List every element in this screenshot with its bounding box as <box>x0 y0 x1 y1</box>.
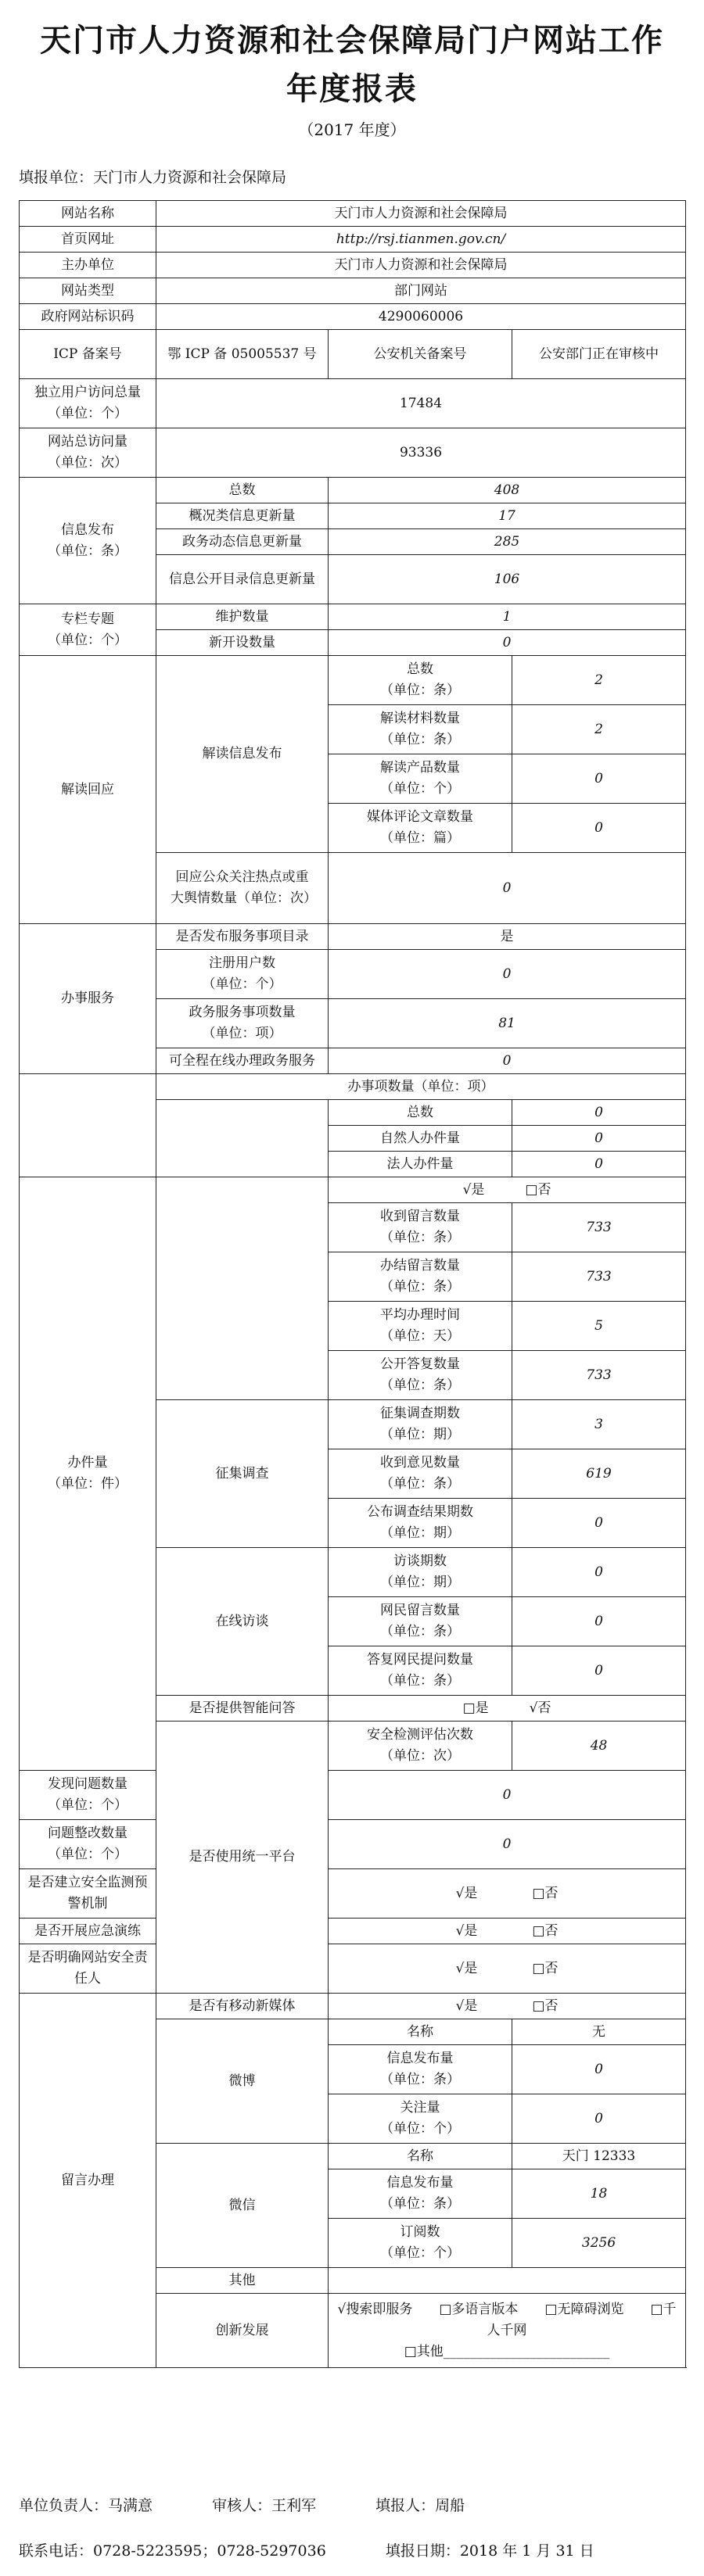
check-no[interactable]: √否 <box>529 1700 551 1716</box>
label: 名称 <box>329 2019 512 2045</box>
check-no[interactable]: □否 <box>525 1181 551 1198</box>
value: 733 <box>512 1203 686 1252</box>
row-site-type <box>20 278 686 304</box>
fill-date: 填报日期：2018 年 1 月 31 日 <box>385 2542 594 2560</box>
label: 网民留言数量 （单位：条） <box>329 1597 512 1646</box>
value: 公安部门正在审核中 <box>512 330 686 379</box>
value <box>329 2268 686 2294</box>
section-interp: 解读回应 <box>20 656 156 924</box>
label: 政务动态信息更新量 <box>156 529 329 555</box>
section-volume: 办件量 （单位：件） <box>20 1177 156 1771</box>
report-title-line-1: 天门市人力资源和社会保障局门户网站工作 <box>40 23 664 59</box>
label: 是否开展应急演练 <box>20 1919 156 1944</box>
label: 收到留言数量 （单位：条） <box>329 1203 512 1252</box>
footer-signatures <box>19 2494 465 2515</box>
label: 概况类信息更新量 <box>156 503 329 529</box>
label: 媒体评论文章数量 （单位：篇） <box>329 804 512 853</box>
check-no[interactable]: □否 <box>532 1997 559 2014</box>
check-options <box>329 1696 686 1722</box>
section-column: 专栏专题 （单位：个） <box>20 604 156 656</box>
section-service: 办事服务 <box>20 924 156 1074</box>
label: 公开答复数量 （单位：条） <box>329 1351 512 1400</box>
label: 是否发布服务事项目录 <box>156 924 329 950</box>
label: 总数 <box>156 478 329 503</box>
value: 部门网站 <box>156 278 686 304</box>
value: 17484 <box>156 379 686 428</box>
value: 0 <box>512 1646 686 1696</box>
check-no[interactable]: □否 <box>532 1960 559 1976</box>
value: 0 <box>329 630 686 656</box>
label: 自然人办件量 <box>329 1126 512 1152</box>
section-platform: 是否使用统一平台 <box>156 1722 329 1994</box>
value: 天门 12333 <box>512 2144 686 2169</box>
report-table <box>19 200 686 2368</box>
value: 285 <box>329 529 686 555</box>
unit-head: 单位负责人：马满意 <box>19 2497 153 2514</box>
label: 网站总访问量 （单位：次） <box>20 428 156 478</box>
value: 733 <box>512 1252 686 1302</box>
label: 解读材料数量 （单位：条） <box>329 705 512 754</box>
label: 信息发布量 （单位：条） <box>329 2045 512 2094</box>
row-column-maintain <box>20 604 686 630</box>
label: ICP 备案号 <box>20 330 156 379</box>
label: 收到意见数量 （单位：条） <box>329 1449 512 1499</box>
sub-wechat: 微信 <box>156 2144 329 2268</box>
sub-interp: 解读信息发布 <box>156 656 329 853</box>
value: 4290060006 <box>156 304 686 330</box>
value: 619 <box>512 1449 686 1499</box>
section-innovation: 创新发展 <box>156 2294 329 2368</box>
sub-survey: 征集调查 <box>156 1400 329 1548</box>
label: 公安机关备案号 <box>329 330 512 379</box>
label: 维护数量 <box>156 604 329 630</box>
row-sponsor <box>20 253 686 278</box>
label: 主办单位 <box>20 253 156 278</box>
value: 0 <box>329 1771 686 1820</box>
report-year: （2017 年度） <box>298 120 406 139</box>
blank <box>20 1074 156 1177</box>
label: 总数 <box>329 1100 512 1126</box>
value: 408 <box>329 478 686 503</box>
innovation-line-1[interactable]: √搜索即服务 □多语言版本 □无障碍浏览 □千人千网 <box>337 2301 677 2338</box>
label: 总数 （单位：条） <box>329 656 512 705</box>
row-monitoring <box>20 1869 686 1919</box>
label: 解读产品数量 （单位：个） <box>329 754 512 804</box>
check-options <box>329 1919 686 1944</box>
label: 访谈期数 （单位：期） <box>329 1548 512 1597</box>
label: 名称 <box>329 2144 512 2169</box>
value: 18 <box>512 2169 686 2219</box>
blank <box>156 1177 329 1400</box>
value: 无 <box>512 2019 686 2045</box>
label: 问题整改数量 （单位：个） <box>20 1820 156 1869</box>
row-home-url <box>20 227 686 253</box>
check-yes[interactable]: √是 <box>455 1960 478 1976</box>
row-mobile-media <box>20 1994 686 2019</box>
innovation-line-2[interactable]: □其他_________________________ <box>404 2343 610 2359</box>
row-drill <box>20 1919 686 1944</box>
row-icp <box>20 330 686 379</box>
check-yes[interactable]: √是 <box>462 1181 485 1198</box>
row-problems-found <box>20 1771 686 1820</box>
check-yes[interactable]: √是 <box>455 1997 478 2014</box>
check-options <box>329 1994 686 2019</box>
value: 0 <box>512 754 686 804</box>
value: 106 <box>329 555 686 604</box>
value: 48 <box>512 1722 686 1771</box>
row-volume-check <box>20 1177 686 1203</box>
label: 征集调查期数 （单位：期） <box>329 1400 512 1449</box>
row-page-views <box>20 428 686 478</box>
label: 办事项数量（单位：项） <box>156 1074 686 1100</box>
label: 是否建立安全监测预警机制 <box>20 1869 156 1919</box>
row-info-total <box>20 478 686 503</box>
value: 0 <box>329 1820 686 1869</box>
value: 93336 <box>156 428 686 478</box>
label: 答复网民提问数量 （单位：条） <box>329 1646 512 1696</box>
label: 公布调查结果期数 （单位：期） <box>329 1499 512 1548</box>
value: 5 <box>512 1302 686 1351</box>
value: 0 <box>512 1548 686 1597</box>
label: 政府网站标识码 <box>20 304 156 330</box>
label: 网站名称 <box>20 201 156 227</box>
label: 信息发布量 （单位：条） <box>329 2169 512 2219</box>
report-title-line-2: 年度报表 <box>286 71 418 107</box>
check-yes[interactable]: √是 <box>455 1922 478 1939</box>
sub-weibo: 微博 <box>156 2019 329 2144</box>
contact-phone: 联系电话：0728-5223595；0728-5297036 <box>19 2542 326 2560</box>
label: 发现问题数量 （单位：个） <box>20 1771 156 1820</box>
check-no[interactable]: □否 <box>532 1922 559 1939</box>
check-yes[interactable]: √是 <box>455 1885 478 1901</box>
label: 政务服务事项数量 （单位：项） <box>156 999 329 1048</box>
value: 天门市人力资源和社会保障局 <box>156 253 686 278</box>
value: 0 <box>329 1048 686 1074</box>
label: 订阅数 （单位：个） <box>329 2219 512 2268</box>
value: 2 <box>512 705 686 754</box>
value: 0 <box>512 1126 686 1152</box>
innovation-options <box>329 2294 686 2368</box>
row-duty <box>20 1944 686 1994</box>
row-site-code <box>20 304 686 330</box>
label: 注册用户数 （单位：个） <box>156 950 329 999</box>
value: 2 <box>512 656 686 705</box>
row-service-handled <box>20 1074 686 1100</box>
sub-interview: 在线访谈 <box>156 1548 329 1696</box>
filling-unit: 填报单位：天门市人力资源和社会保障局 <box>19 169 287 186</box>
label: 是否提供智能问答 <box>156 1696 329 1722</box>
label: 独立用户访问总量 （单位：个） <box>20 379 156 428</box>
label: 法人办件量 <box>329 1152 512 1177</box>
section-media: 留言办理 <box>20 1994 156 2368</box>
blank <box>156 1100 329 1177</box>
value: 81 <box>329 999 686 1048</box>
label: 可全程在线办理政务服务 <box>156 1048 329 1074</box>
value: 1 <box>329 604 686 630</box>
label: 关注量 （单位：个） <box>329 2094 512 2144</box>
label: 平均办理时间 （单位：天） <box>329 1302 512 1351</box>
row-site-name <box>20 201 686 227</box>
section-info: 信息发布 （单位：条） <box>20 478 156 604</box>
value: 0 <box>512 1597 686 1646</box>
check-yes[interactable]: □是 <box>462 1700 489 1716</box>
label: 安全检测评估次数 （单位：次） <box>329 1722 512 1771</box>
value: 天门市人力资源和社会保障局 <box>156 201 686 227</box>
value: 是 <box>329 924 686 950</box>
value: 0 <box>512 1499 686 1548</box>
label: 回应公众关注热点或重大舆情数量（单位：次） <box>156 853 329 924</box>
check-options <box>329 1944 686 1994</box>
label: 新开设数量 <box>156 630 329 656</box>
label: 是否有移动新媒体 <box>156 1994 329 2019</box>
value: 0 <box>512 1152 686 1177</box>
value: 3 <box>512 1400 686 1449</box>
label: 信息公开目录信息更新量 <box>156 555 329 604</box>
value: 鄂 ICP 备 05005537 号 <box>156 330 329 379</box>
label: 其他 <box>156 2268 329 2294</box>
check-no[interactable]: □否 <box>532 1885 559 1901</box>
row-interp-total <box>20 656 686 705</box>
check-options <box>329 1869 686 1919</box>
check-options <box>329 1177 686 1203</box>
reviewer: 审核人：王利军 <box>212 2497 317 2514</box>
home-url-link[interactable]: http://rsj.tianmen.gov.cn/ <box>156 227 686 253</box>
filler-person: 填报人：周船 <box>375 2497 465 2514</box>
label: 是否明确网站安全责任人 <box>20 1944 156 1994</box>
value: 0 <box>512 1100 686 1126</box>
label: 网站类型 <box>20 278 156 304</box>
value: 3256 <box>512 2219 686 2268</box>
value: 17 <box>329 503 686 529</box>
value: 0 <box>512 804 686 853</box>
row-unique-visitors <box>20 379 686 428</box>
row-problems-fixed <box>20 1820 686 1869</box>
value: 0 <box>512 2094 686 2144</box>
value: 0 <box>329 950 686 999</box>
value: 0 <box>512 2045 686 2094</box>
value: 733 <box>512 1351 686 1400</box>
row-service-catalog <box>20 924 686 950</box>
label: 办结留言数量 （单位：条） <box>329 1252 512 1302</box>
label: 首页网址 <box>20 227 156 253</box>
value: 0 <box>329 853 686 924</box>
footer-contact <box>19 2539 594 2560</box>
